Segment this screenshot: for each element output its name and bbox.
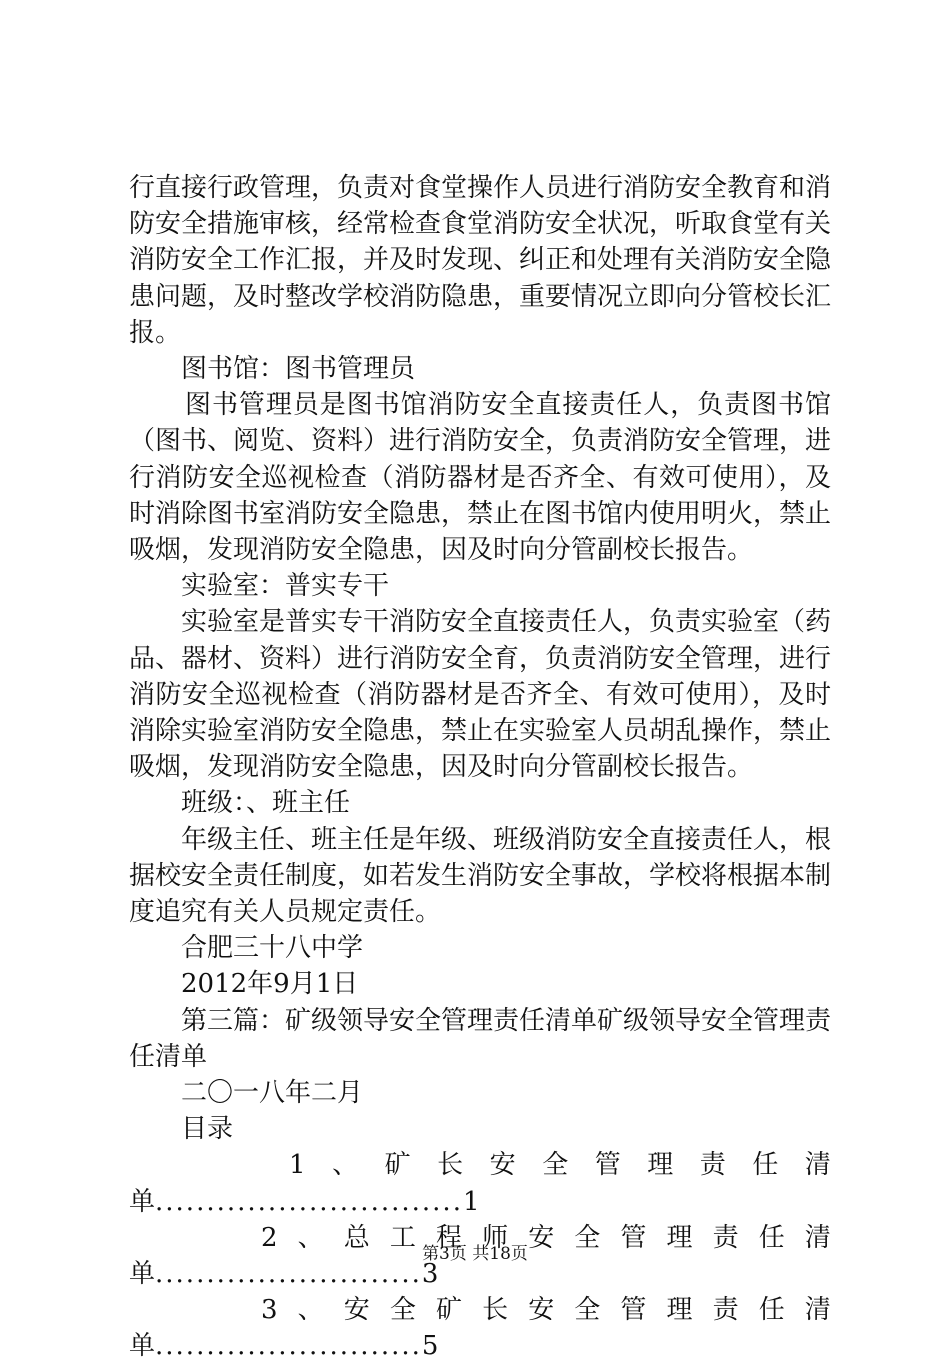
toc-entry-2-page: 3: [421, 1259, 439, 1290]
toc-entry-2-number: 2: [261, 1222, 278, 1253]
toc-entry-3-char: 安: [528, 1295, 555, 1326]
toc-entry-1: [129, 1147, 831, 1219]
toc-entry-3-page: 5: [421, 1331, 439, 1362]
toc-entry-1-number: 1: [289, 1150, 306, 1181]
toc-entry-3-char: 安: [343, 1295, 370, 1326]
toc-entry-1-dots: ..............................: [155, 1186, 463, 1217]
toc-entry-3-char: 任: [758, 1295, 785, 1326]
toc-entry-3-char: 全: [574, 1295, 601, 1326]
toc-entry-2-tail-char: 单: [129, 1259, 156, 1290]
toc-entry-2-char: 全: [574, 1222, 601, 1253]
toc-entry-1-tail-char: 单: [129, 1186, 156, 1217]
chapter-3-date: 二〇一八年二月: [181, 1078, 364, 1109]
toc-entry-1-char: 安: [489, 1150, 516, 1181]
chapter-3-title: 第三篇：矿级领导安全管理责任清单矿级领导安全管理责任清单: [129, 1005, 832, 1072]
toc-entry-1-tail: [129, 1184, 831, 1220]
toc-entry-3-char: 长: [482, 1295, 509, 1326]
paragraph-library: 图书管理员是图书馆消防安全直接责任人，负责图书馆（图书、阅览、资料）进行消防安全，负责消防安全管理，进行消防安全巡视检查（消防器材是否齐全、有效可使用），及时消除图书室消防安全隐患，禁止在图书馆内使用明火，禁止吸烟，发现消防安全隐患，因及时向分管副校长报告。: [129, 390, 832, 566]
toc-entry-3-title: [129, 1292, 831, 1328]
toc-entry-2-char: 程: [435, 1222, 462, 1253]
toc-entry-3-dots: ..........................: [155, 1331, 422, 1362]
toc-entry-3-char: 管: [620, 1295, 647, 1326]
toc-entry-1-page: 1: [462, 1186, 480, 1217]
toc-entry-2-char: 管: [620, 1222, 647, 1253]
class-heading: 班级：、班主任: [181, 788, 351, 819]
toc-entry-2-char: 总: [343, 1222, 370, 1253]
toc-heading: 目录: [181, 1114, 234, 1145]
toc-entry-1-char: 管: [594, 1150, 621, 1181]
toc-entry-3-char: 矿: [435, 1295, 462, 1326]
toc-entry-1-title: [129, 1147, 831, 1183]
page-body: [129, 170, 831, 1365]
toc-entry-3-char: 清: [804, 1295, 831, 1326]
toc-entry-3-char: 理: [666, 1295, 693, 1326]
school-name: 合肥三十八中学: [181, 933, 364, 964]
toc-entry-1-char: 责: [699, 1150, 726, 1181]
lab-heading: 实验室：普实专干: [181, 571, 390, 602]
library-heading: 图书馆：图书管理员: [181, 354, 416, 385]
toc-entry-2-char: 清: [804, 1222, 831, 1253]
toc-entry-2-char: 师: [482, 1222, 509, 1253]
paragraph-class: 年级主任、班主任是年级、班级消防安全直接责任人，根据校安全责任制度，如若发生消防安全事故，学校将根据本制度追究有关人员规定责任。: [129, 824, 832, 928]
toc-entry-2-char: 、: [297, 1222, 324, 1253]
toc-entry-1-char: 全: [542, 1150, 569, 1181]
document-date: 2012年9月1日: [181, 969, 359, 1000]
toc-entry-2-char: 理: [666, 1222, 693, 1253]
toc-entry-2-dots: ..........................: [155, 1259, 422, 1290]
page-footer: 第3页 共18页: [422, 1244, 528, 1264]
toc-entry-1-char: 长: [437, 1150, 464, 1181]
toc-entry-3: [129, 1292, 831, 1364]
toc-entry-3-char: 全: [389, 1295, 416, 1326]
paragraph-canteen-continuation: 行直接行政管理，负责对食堂操作人员进行消防安全教育和消防安全措施审核，经常检查食堂消防安全状况，听取食堂有关消防安全工作汇报，并及时发现、纠正和处理有关消防安全隐患问题，及时整改学校消防隐患，重要情况立即向分管校长汇报。: [129, 173, 832, 348]
paragraph-lab: 实验室是普实专干消防安全直接责任人，负责实验室（药品、器材、资料）进行消防安全育，负责消防安全管理，进行消防安全巡视检查（消防器材是否齐全、有效可使用），及时消除实验室消防安全隐患，禁止在实验室人员胡乱操作，禁止吸烟，发现消防安全隐患，因及时向分管副校长报告。: [129, 607, 832, 783]
toc-entry-3-char: 、: [297, 1295, 324, 1326]
toc-entry-3-char: 责: [712, 1295, 739, 1326]
toc-entry-1-char: 任: [752, 1150, 779, 1181]
toc-entry-3-number: 3: [261, 1295, 278, 1326]
toc-entry-1-char: 、: [332, 1150, 359, 1181]
toc-entry-1-char: 理: [647, 1150, 674, 1181]
toc-entry-3-tail: [129, 1328, 831, 1364]
toc-entry-1-char: 矿: [384, 1150, 411, 1181]
toc-entry-2-char: 安: [528, 1222, 555, 1253]
toc-entry-1-char: 清: [804, 1150, 831, 1181]
toc-entry-2-char: 工: [389, 1222, 416, 1253]
toc-entry-2-char: 责: [712, 1222, 739, 1253]
toc-entry-3-tail-char: 单: [129, 1331, 156, 1362]
toc-entry-2-char: 任: [758, 1222, 785, 1253]
